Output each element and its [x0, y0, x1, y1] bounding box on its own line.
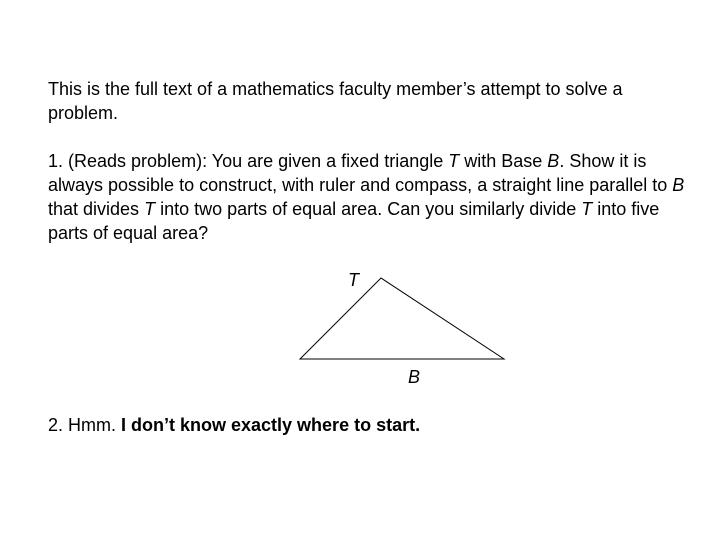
intro-paragraph: This is the full text of a mathematics faculty member’s attempt to solve a problem.: [48, 79, 623, 123]
problem-text: into two parts of equal area. Can you similarly divide: [155, 199, 582, 219]
base-var: B: [547, 151, 560, 171]
problem-text: into five parts of equal area?: [48, 199, 660, 243]
triangle-base-label: B: [408, 367, 421, 387]
base-var: B: [672, 175, 685, 195]
problem-text: with Base: [459, 151, 548, 171]
problem-text: 1. (Reads problem): You are given a fixed triangle: [48, 151, 449, 171]
step2-bold-text: I don’t know exactly where to start.: [121, 415, 421, 435]
triangle-var: T: [144, 199, 156, 219]
step2-paragraph: [48, 413, 688, 437]
triangle-var: T: [581, 199, 593, 219]
triangle-apex-label: T: [348, 270, 359, 290]
triangle-var: T: [448, 151, 460, 171]
problem-text: . Show it is always possible to construct, with ruler and compass, a straight line parallel to: [48, 151, 673, 195]
step2-prefix: 2. Hmm.: [48, 415, 122, 435]
problem-text: that divides: [48, 199, 145, 219]
triangle-shape: [300, 278, 504, 359]
